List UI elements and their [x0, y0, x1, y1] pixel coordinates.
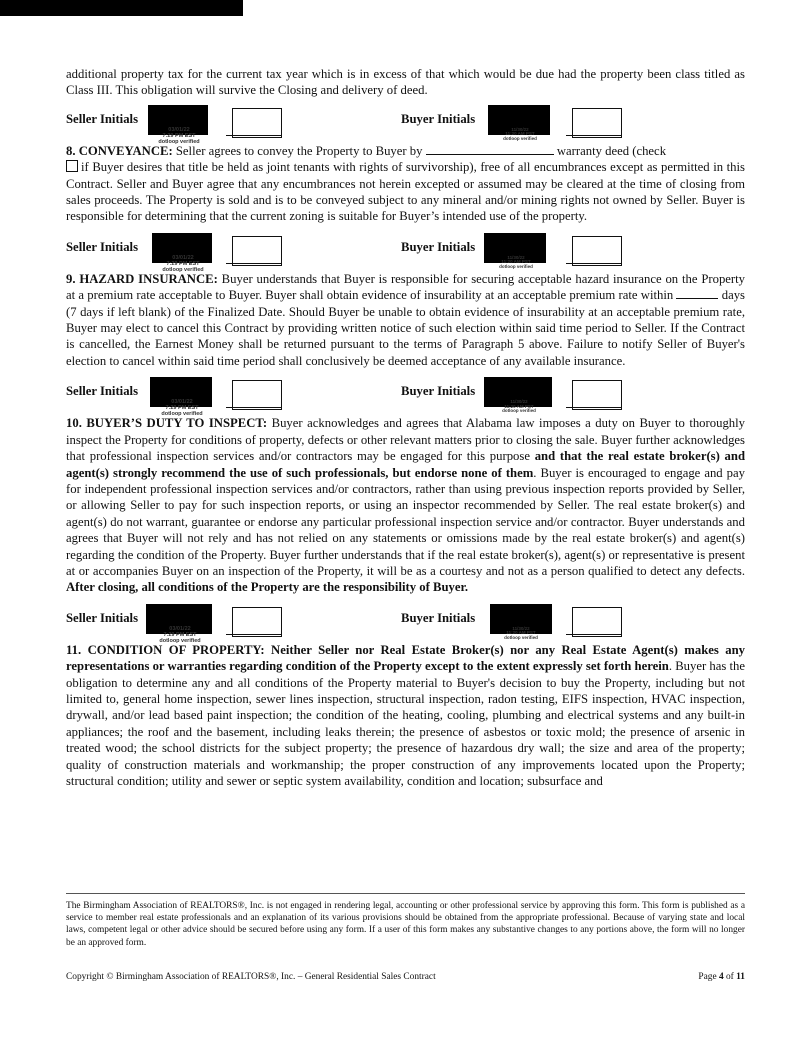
initials-row [66, 377, 745, 418]
buyer-initials-line [566, 263, 622, 264]
footer-disclaimer: The Birmingham Association of REALTORS®, Inc. is not engaged in rendering legal, accounting or other professional service by approving this form. This form is published as a service to member real estate professionals and an explanation of its various provisions should be obtained from the appropriate professional. Because of varying state and local laws, competent legal or other advice should be secured before using any form. If a user of this form makes any substantive changes to any portions above, the form will no longer be an approved form. [66, 901, 745, 948]
seller-initials-box[interactable] [232, 108, 282, 138]
seller-initials-box[interactable] [232, 380, 282, 410]
section-11-heading: 11. CONDITION OF PROPERTY: Neither Seller nor Real Estate Broker(s) nor any Real Estate Agent(s) makes any representations or warranties regarding condition of the Property except to the extent expressly set forth herein [66, 642, 745, 674]
intro-paragraph: additional property tax for the current tax year which is in excess of that which would be due had the property been class titled as Class III. This obligation will survive the Closing and delivery of deed. [66, 67, 745, 98]
section-11-condition-of-property: 11. CONDITION OF PROPERTY: Neither Seller nor Real Estate Broker(s) nor any Real Estate Agent(s) makes any representations or warranties regarding condition of the Property except to the extent expressly set forth herein. Buyer has the obligation to determine any and all conditions of the Property material to Buyer's decision to buy the Property, including but not limited to, general home inspection, sewer lines inspection, structural inspection, radon testing, EIFS inspection, HVAC inspection, drywall, and/or lead based paint inspection; the condition of the heating, cooling, plumbing and electrical systems and any built-in appliances; the roof and the basement, including leaks therein; the presence of asbestos or toxic mold; the presence of arsenic in treated wood; the school districts for the subject property; the presence of hazardous dry wall; the size and area of the property; quality of construction materials and workmanship; the proper construction of any improvements located upon the Property; structural condition; utility and sewer or septic system availability, condition and location; subsurface and [66, 642, 745, 788]
section-9-hazard-insurance: 9. HAZARD INSURANCE: Buyer understands that Buyer is responsible for securing acceptable hazard insurance on the Property at a premium rate acceptable to Buyer. Buyer shall obtain evidence of insurability at an acceptable premium rate within days (7 days if left blank) of the Finalized Date. Should Buyer be unable to obtain evidence of insurability at an acceptable premium rate, Buyer may elect to cancel this Contract by providing written notice of such election within said time period to Seller. If the Contract is cancelled, the Earnest Money shall be returned pursuant to the terms of Paragraph 5 above. Failure to notify Seller of Buyer's election to cancel within said time period shall conclusively be deemed acceptance of any available insurance. [66, 271, 746, 368]
initials-row [66, 233, 745, 273]
seller-initials-label: Seller Initials [66, 239, 139, 254]
joint-tenants-checkbox[interactable] [66, 160, 78, 172]
seller-initials-label: Seller Initials [66, 384, 139, 399]
buyer-initials-line [566, 135, 622, 136]
buyer-initials-line [566, 407, 622, 408]
seller-dotloop-stamp: 03/01/22 7:29 PM EST dotloop verified [162, 254, 204, 273]
redaction-bar [0, 0, 243, 16]
seller-dotloop-stamp: 03/01/22 7:29 PM EST dotloop verified [161, 399, 203, 418]
seller-initials-line [226, 135, 282, 136]
buyer-dotloop-stamp: 11/30/22 11:20 AM PST dotloop verified [502, 399, 536, 414]
section-8-conveyance: 8. CONVEYANCE: Seller agrees to convey the Property to Buyer by warranty deed (check if Buyer desires that title be held as joint tenants with rights of survivorship), free of all encumbrances except as permitted in this Contract. Seller and Buyer agree that any encumbrances not herein excepted or assumed may be cleared at the time of closing from sales proceeds. The Property is sold and is to be conveyed subject to any mineral and/or mining rights not owned by Seller. Buyer is responsible for determining that the current zoning is suitable for Buyer’s intended use of the property. [66, 143, 745, 224]
section-10-heading: 10. BUYER’S DUTY TO INSPECT: [66, 416, 268, 431]
buyer-initials-box[interactable] [572, 380, 622, 410]
section-10-duty-to-inspect: 10. BUYER’S DUTY TO INSPECT: Buyer acknowledges and agrees that Alabama law imposes a duty on Buyer to thoroughly inspect the Property for conditions of property, defects or other relevant matters prior to closing the sale. Buyer further acknowledges that professional inspection services and/or contractors may be engaged for this purpose and that the real estate broker(s) and agent(s) strongly recommend the use of such professionals, but endorse none of them. Buyer is encouraged to engage and pay for independent professional inspection services and/or contractors, rather than using previous inspection reports provided by Seller, or allowing Seller to pay for such inspection reports, or using an inspector recommended by Seller. The real estate broker(s) and agent(s) do not warrant, guarantee or endorse any particular professional inspection service and/or contractor. Buyer understands and agrees that Buyer will not rely and has not relied on any statements or omissions made by the real estate broker(s) and agent(s) regarding the condition of the Property. Buyer further understands that if the real estate broker(s), agent(s) or representative is present at or accompanies Buyer on an inspection of the Property, it will be as a courtesy and not as a person qualified to detect any defects. After closing, all conditions of the Property are the responsibility of Buyer. [66, 416, 745, 595]
seller-initials-box[interactable] [232, 236, 282, 266]
initials-row [66, 105, 745, 145]
buyer-initials-label: Buyer Initials [401, 610, 476, 625]
copyright-text: Copyright © Birmingham Association of REALTORS®, Inc. – General Residential Sales Contract [66, 972, 436, 982]
buyer-dotloop-stamp: 11/30/22 11:20 AM PST dotloop verified [499, 254, 533, 269]
buyer-initials-box[interactable] [572, 236, 622, 266]
deed-type-field[interactable] [426, 143, 554, 155]
buyer-dotloop-stamp: 11/30/22 11:20 AM PST dotloop verified [504, 625, 538, 640]
seller-initials-box[interactable] [232, 607, 282, 637]
section-8-heading: 8. CONVEYANCE: [66, 143, 173, 158]
buyer-initials-box[interactable] [572, 607, 622, 637]
seller-initials-label: Seller Initials [66, 610, 139, 625]
buyer-initials-label: Buyer Initials [401, 239, 476, 254]
seller-initials-line [226, 263, 282, 264]
seller-initials-line [226, 407, 282, 408]
page-number: Page 4 of 11 [698, 972, 745, 982]
initials-row [66, 604, 745, 644]
buyer-initials-box[interactable] [572, 108, 622, 138]
seller-dotloop-stamp: 03/01/22 7:29 PM EST dotloop verified [158, 126, 200, 145]
buyer-dotloop-stamp: 11/30/22 11:20 AM PST dotloop verified [503, 126, 537, 141]
contract-body [66, 66, 745, 789]
seller-initials-label: Seller Initials [66, 111, 139, 126]
copyright-line [66, 972, 745, 982]
section-9-heading: 9. HAZARD INSURANCE: [66, 271, 218, 286]
buyer-initials-label: Buyer Initials [401, 111, 476, 126]
seller-initials-line [226, 634, 282, 635]
seller-dotloop-stamp: 03/01/22 7:29 PM EST dotloop verified [159, 625, 201, 644]
footer-divider [66, 893, 745, 894]
insurance-days-field[interactable] [676, 287, 718, 299]
buyer-initials-line [566, 634, 622, 635]
buyer-initials-label: Buyer Initials [401, 384, 476, 399]
